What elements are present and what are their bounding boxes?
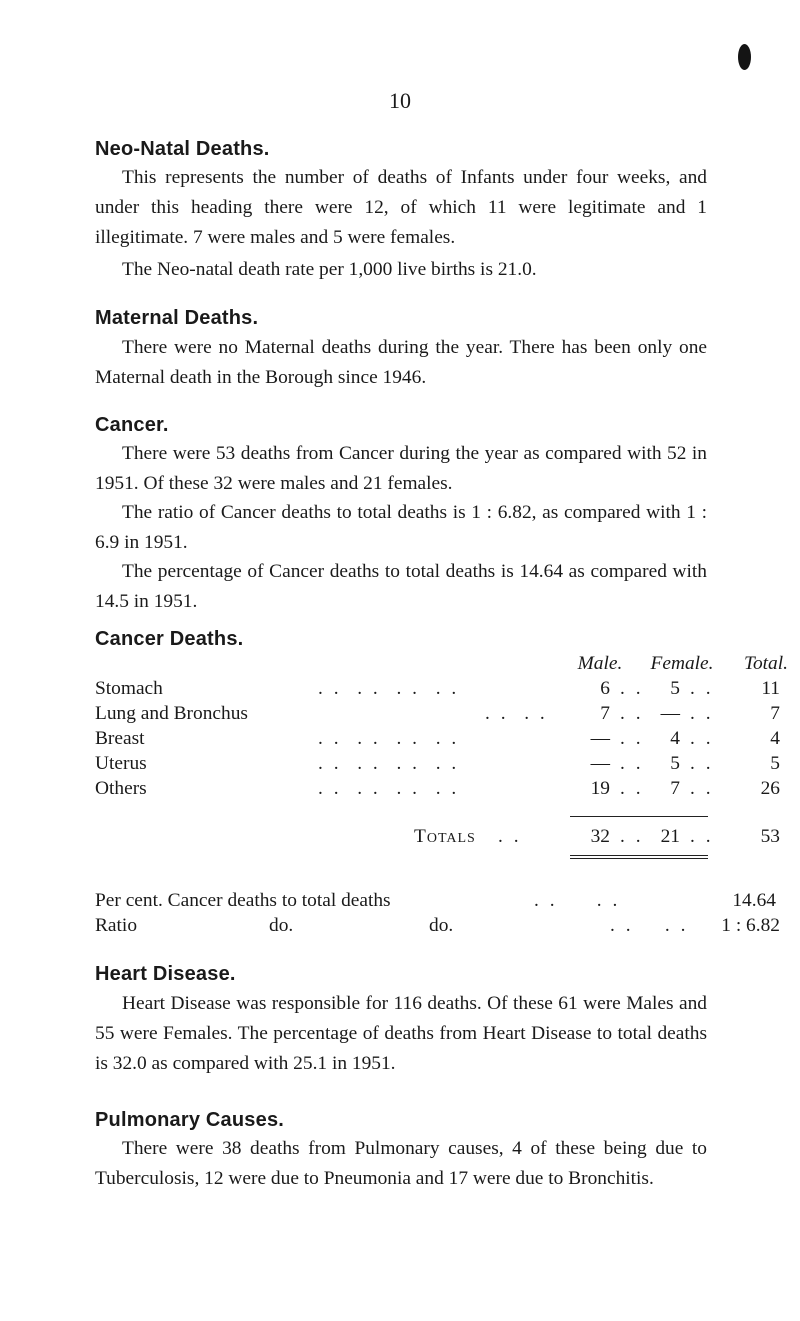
male-value: 7 <box>600 703 610 724</box>
female-value: — <box>660 703 680 724</box>
leader-dots: . . <box>690 753 714 774</box>
neo-natal-paragraph-2: The Neo-natal death rate per 1,000 live births is 21.0. <box>122 259 537 280</box>
leader-dots: . . <box>690 728 714 749</box>
leader-dots: . . <box>620 728 644 749</box>
leader-dots: . . <box>620 778 644 799</box>
cancer-heading: Cancer. <box>95 414 169 436</box>
totals-rule-bottom-2 <box>570 858 708 859</box>
ratio-value: 1 : 6.82 <box>721 915 780 936</box>
row-label: Breast <box>95 728 145 749</box>
column-header-female: Female. <box>650 653 714 674</box>
leader-dots: . . <box>620 826 644 847</box>
male-value: 6 <box>600 678 610 699</box>
leader-dots: . . <box>620 753 644 774</box>
leader-dots: . . . . . . . . <box>318 753 460 774</box>
cancer-deaths-heading: Cancer Deaths. <box>95 628 244 650</box>
per-cent-label: Per cent. Cancer deaths to total deaths <box>95 890 391 911</box>
leader-dots: . . . . . . . . <box>318 778 460 799</box>
totals-rule-bottom-1 <box>570 855 708 856</box>
leader-dots: . . . . <box>610 915 689 936</box>
leader-dots: . . . . . . . . <box>318 728 460 749</box>
row-label: Uterus <box>95 753 147 774</box>
leader-dots: . . <box>690 703 714 724</box>
total-value: 5 <box>770 753 780 774</box>
total-value: 7 <box>770 703 780 724</box>
column-header-total: Total. <box>743 653 788 674</box>
cancer-paragraph-2: The ratio of Cancer deaths to total deaths is 1 : 6.82, as compared with 1 : 6.9 in 1951. <box>95 502 707 553</box>
totals-rule-top <box>570 816 708 817</box>
maternal-paragraph-1: There were no Maternal deaths during the year. There has been only one Maternal death in the Borough since 1946. <box>95 337 707 388</box>
heart-disease-heading: Heart Disease. <box>95 963 236 985</box>
leader-dots: . . <box>498 826 522 847</box>
total-value: 4 <box>770 728 780 749</box>
neo-natal-heading: Neo-Natal Deaths. <box>95 138 270 160</box>
neo-natal-paragraph-1: This represents the number of deaths of Infants under four weeks, and under this heading there were 12, of which 11 were legitimate and 1 illegitimate. 7 were males and 5 were females. <box>95 167 707 248</box>
leader-dots: . . <box>620 678 644 699</box>
leader-dots: . . <box>690 678 714 699</box>
pulmonary-paragraph-1: There were 38 deaths from Pulmonary causes, 4 of these being due to Tuberculosis, 12 were due to Pneumonia and 17 were due to Bronchitis. <box>95 1138 707 1189</box>
column-header-male: Male. <box>577 653 623 674</box>
per-cent-value: 14.64 <box>732 890 776 911</box>
heart-disease-paragraph-1: Heart Disease was responsible for 116 deaths. Of these 61 were Males and 55 were Females. The percentage of deaths from Heart Disease to total deaths is 32.0 as compared with 25.1 in 1951. <box>95 993 707 1074</box>
row-label: Stomach <box>95 678 163 699</box>
female-value: 5 <box>670 753 680 774</box>
female-value: 7 <box>670 778 680 799</box>
leader-dots: . . . . <box>485 703 548 724</box>
page-number: 10 <box>389 88 411 113</box>
maternal-heading: Maternal Deaths. <box>95 307 259 329</box>
leader-dots: . . <box>620 703 644 724</box>
male-value: — <box>590 728 610 749</box>
leader-dots: . . . . . . . . <box>318 678 460 699</box>
pulmonary-heading: Pulmonary Causes. <box>95 1109 285 1131</box>
male-value: — <box>590 753 610 774</box>
row-label: Lung and Bronchus <box>95 703 248 724</box>
leader-dots: . . <box>690 826 714 847</box>
totals-male-value: 32 <box>590 826 610 847</box>
leader-dots: . . <box>690 778 714 799</box>
ratio-do-1: do. <box>269 915 294 936</box>
totals-label: Totals <box>414 826 476 847</box>
total-value: 11 <box>761 678 780 699</box>
totals-female-value: 21 <box>660 826 680 847</box>
female-value: 4 <box>670 728 680 749</box>
ratio-do-2: do. <box>429 915 454 936</box>
row-label: Others <box>95 778 147 799</box>
total-value: 26 <box>760 778 780 799</box>
totals-total-value: 53 <box>760 826 780 847</box>
ratio-label: Ratio <box>95 915 138 936</box>
cancer-paragraph-3: The percentage of Cancer deaths to total deaths is 14.64 as compared with 14.5 in 1951. <box>95 561 707 612</box>
cancer-paragraph-1: There were 53 deaths from Cancer during the year as compared with 52 in 1951. Of these 32 were males and 21 females. <box>95 443 707 494</box>
female-value: 5 <box>670 678 680 699</box>
leader-dots: . . . . <box>534 890 621 911</box>
male-value: 19 <box>590 778 610 799</box>
ink-blot <box>738 44 751 70</box>
